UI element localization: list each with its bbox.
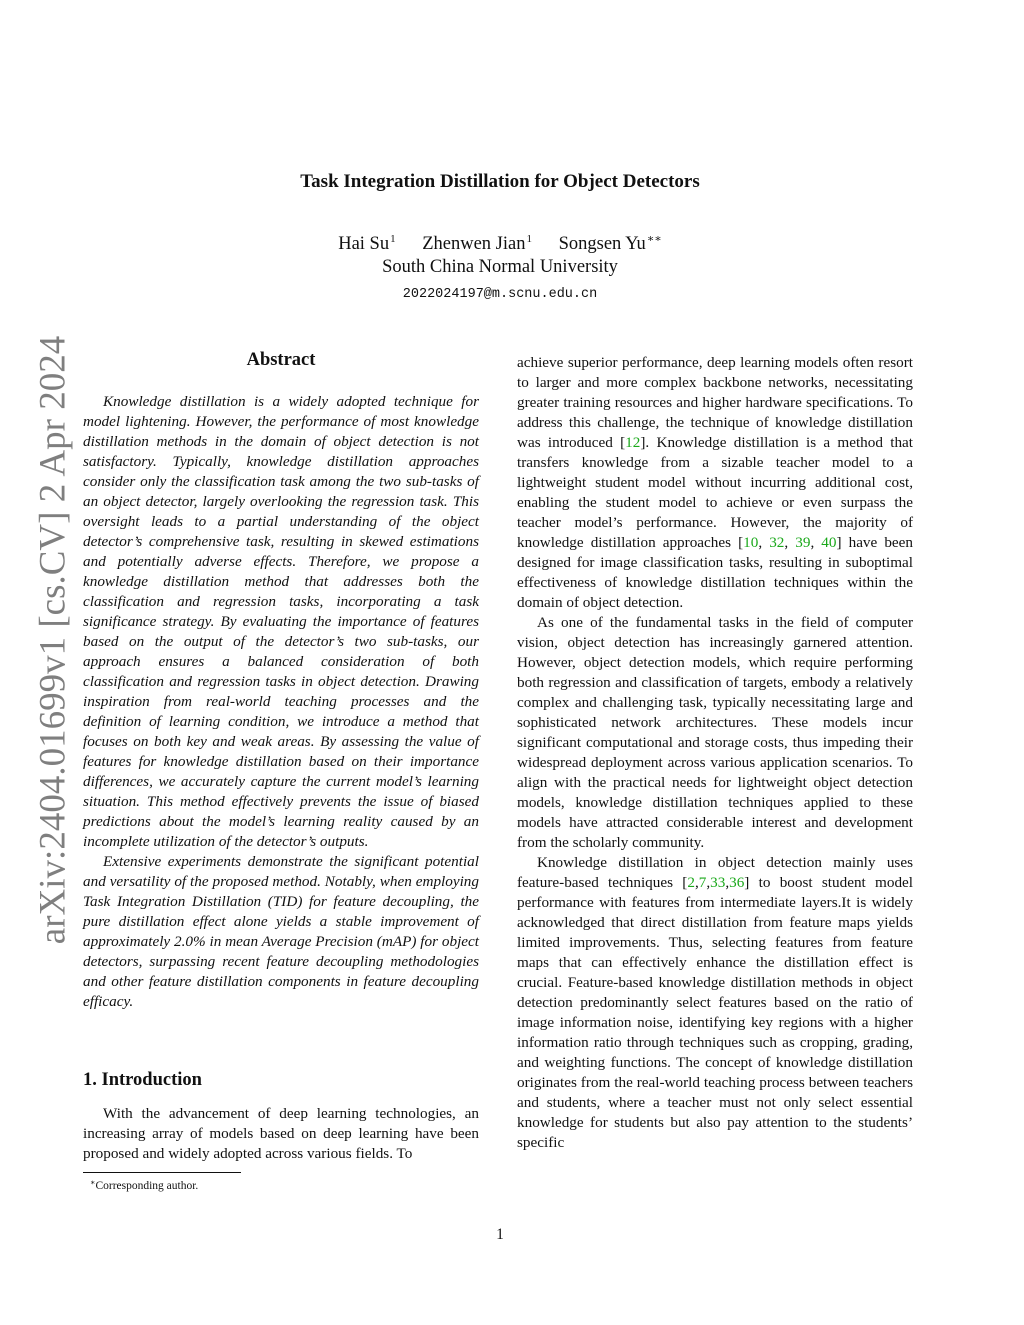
author-songsen-yu bbox=[559, 234, 662, 254]
author-email: 2022024197@m.scnu.edu.cn bbox=[402, 287, 598, 302]
footnote-mark: ∗ bbox=[90, 1178, 96, 1187]
footnote bbox=[90, 1178, 198, 1192]
author-mark: 1 bbox=[390, 233, 396, 245]
footnote-rule bbox=[83, 1172, 241, 1173]
citation-link[interactable]: 32 bbox=[769, 534, 785, 551]
abstract-paragraph: Extensive experiments demonstrate the significant potential and versatility of the proposed method. Notably, when employing Task Integration Distillation (TID) for feature decoupling, the pure distillation effect alone yields a stable improvement of approximately 2.0% in mean Average Precision (mAP) for object detectors, surpassing recent feature decoupling methodologies and other feature distillation components in feature decoupling efficacy. bbox=[83, 853, 479, 1010]
author-name: Songsen Yu bbox=[558, 234, 646, 254]
author-name: Zhenwen Jian bbox=[422, 234, 526, 254]
page-number: 1 bbox=[496, 1226, 504, 1243]
body-text: achieve superior performance, deep learning models often resort to larger and more complex backbone networks, necessitating greater training resources and higher hardware specifications. To address this challenge, the technique of knowledge distillation was introduced [ bbox=[517, 354, 913, 451]
body-text: ]. Knowledge distillation is a method that transfers knowledge from a sizable teacher model to a lightweight student model without incurring additional cost, enabling the student model to achieve or even surpass the teacher model’s performance. However, the majority of knowledge distillation approaches [ bbox=[517, 434, 914, 551]
author-name: Hai Su bbox=[338, 234, 390, 254]
introduction-body bbox=[83, 1104, 479, 1164]
abstract-paragraph: Knowledge distillation is a widely adopted technique for model lightening. However, the performance of most knowledge distillation methods in the domain of object detection is not satisfactory. Typically, knowledge distillation approaches consider only the classification task among the two sub-tasks of an object detector, largely overlooking the regression task. This oversight leads to a partial understanding of the object detector’s comprehensive task, resulting in skewed estimations and potentially adverse effects. Therefore, we propose a knowledge distillation method that addresses both the classification and regression tasks, incorporating a task significance strategy. By evaluating the importance of features based on the output of the detector’s two sub-tasks, our approach ensures a balanced consideration of both classification and regression tasks in object detection. Drawing inspiration from real-world teaching processes and the definition of learning condition, we introduce a method that focuses on both key and weak areas. By assessing the value of features for knowledge distillation based on their importance differences, we accurately capture the current model’s learning situation. This method effectively prevents the issue of biased predictions about the model’s learning reality caused by an incomplete utilization of the detector’s outputs. bbox=[83, 393, 479, 850]
author-list bbox=[0, 232, 1000, 255]
abstract-heading: Abstract bbox=[246, 350, 316, 370]
citation-link[interactable]: 33 bbox=[710, 874, 726, 891]
body-paragraph: Knowledge distillation in object detection mainly uses feature-based techniques [2,7,33,36] to boost student model performance with features from intermediate layers.It is widely acknowledged that direct distillation from feature maps yields limited improvements. Thus, selecting features from feature maps that can effectively enhance the distillation effect is crucial. Feature-based knowledge distillation methods in object detection predominantly select features based on the ratio of image information noise, identifying key regions with a higher information ratio through techniques such as cropping, grading, and weighting functions. The concept of knowledge distillation originates from the real-world teaching process between teachers and students, where a teacher must not only select essential knowledge for students but also pay attention to the students’ specific bbox=[517, 854, 913, 1151]
citation-link[interactable]: 2 bbox=[687, 874, 695, 891]
paper-title: Task Integration Distillation for Object Detectors bbox=[300, 171, 700, 192]
body-paragraph: As one of the fundamental tasks in the field of computer vision, object detection has increasingly garnered attention. However, object detection models, which require performing both regression and classification of targets, embody a relatively complex and challenging task, typically necessitating large and sophisticated network architectures. These models incur significant computational and storage costs, thus impeding their widespread deployment across various application scenarios. To align with the practical needs for lightweight object detection models, knowledge distillation techniques applied to these models have attracted considerable interest and development from the scholarly community. bbox=[517, 614, 913, 851]
body-text: ] have been designed for image classification tasks, resulting in suboptimal effectiveness of knowledge distillation techniques within the domain of object detection. bbox=[517, 534, 913, 611]
citation-link[interactable]: 40 bbox=[821, 534, 837, 551]
affiliation: South China Normal University bbox=[382, 257, 618, 277]
intro-paragraph: With the advancement of deep learning technologies, an increasing array of models based on deep learning have been proposed and widely adopted across various fields. To bbox=[83, 1105, 479, 1162]
author-mark: ∗∗ bbox=[646, 233, 662, 245]
right-column-body bbox=[517, 353, 913, 1153]
citation-link[interactable]: 10 bbox=[743, 534, 759, 551]
citation-link[interactable]: 12 bbox=[625, 434, 641, 451]
body-paragraph: achieve superior performance, deep learning models often resort to larger and more complex backbone networks, necessitating greater training resources and higher hardware specifications. To address this challenge, the technique of knowledge distillation was introduced [12]. Knowledge distillation is a method that transfers knowledge from a sizable teacher model to a lightweight student model without incurring additional cost, enabling the student model to achieve or even surpass the teacher model’s performance. However, the majority of knowledge distillation approaches [10, 32, 39, 40] have been designed for image classification tasks, resulting in suboptimal effectiveness of knowledge distillation techniques within the domain of object detection. bbox=[517, 354, 914, 611]
author-mark: 1 bbox=[526, 233, 532, 245]
abstract-body bbox=[83, 392, 479, 1012]
citation-link[interactable]: 36 bbox=[729, 874, 745, 891]
author-hai-su bbox=[338, 234, 395, 254]
body-text: Knowledge distillation in object detection mainly uses feature-based techniques [ bbox=[517, 854, 913, 891]
section-heading-introduction: 1. Introduction bbox=[83, 1070, 202, 1090]
citation-link[interactable]: 7 bbox=[698, 874, 707, 891]
body-text: ] to boost student model performance with features from intermediate layers.It is widely acknowledged that direct distillation from feature maps yields limited improvements. Thus, selecting features from feature maps that can effectively enhance the distillation effect is crucial. Feature-based knowledge distillation methods in object detection predominantly select features based on the ratio of image information noise, identifying key regions with a higher information ratio through techniques such as cropping, grading, and weighting functions. The concept of knowledge distillation originates from the real-world teaching process between teachers and students, where a teacher must not only select essential knowledge for students but also pay attention to the students’ specific bbox=[517, 874, 913, 1151]
citation-link[interactable]: 39 bbox=[795, 534, 811, 551]
footnote-text: Corresponding author. bbox=[95, 1180, 199, 1192]
author-zhenwen-jian bbox=[422, 234, 532, 254]
arxiv-stamp: arXiv:2404.01699v1 [cs.CV] 2 Apr 2024 bbox=[32, 335, 74, 945]
